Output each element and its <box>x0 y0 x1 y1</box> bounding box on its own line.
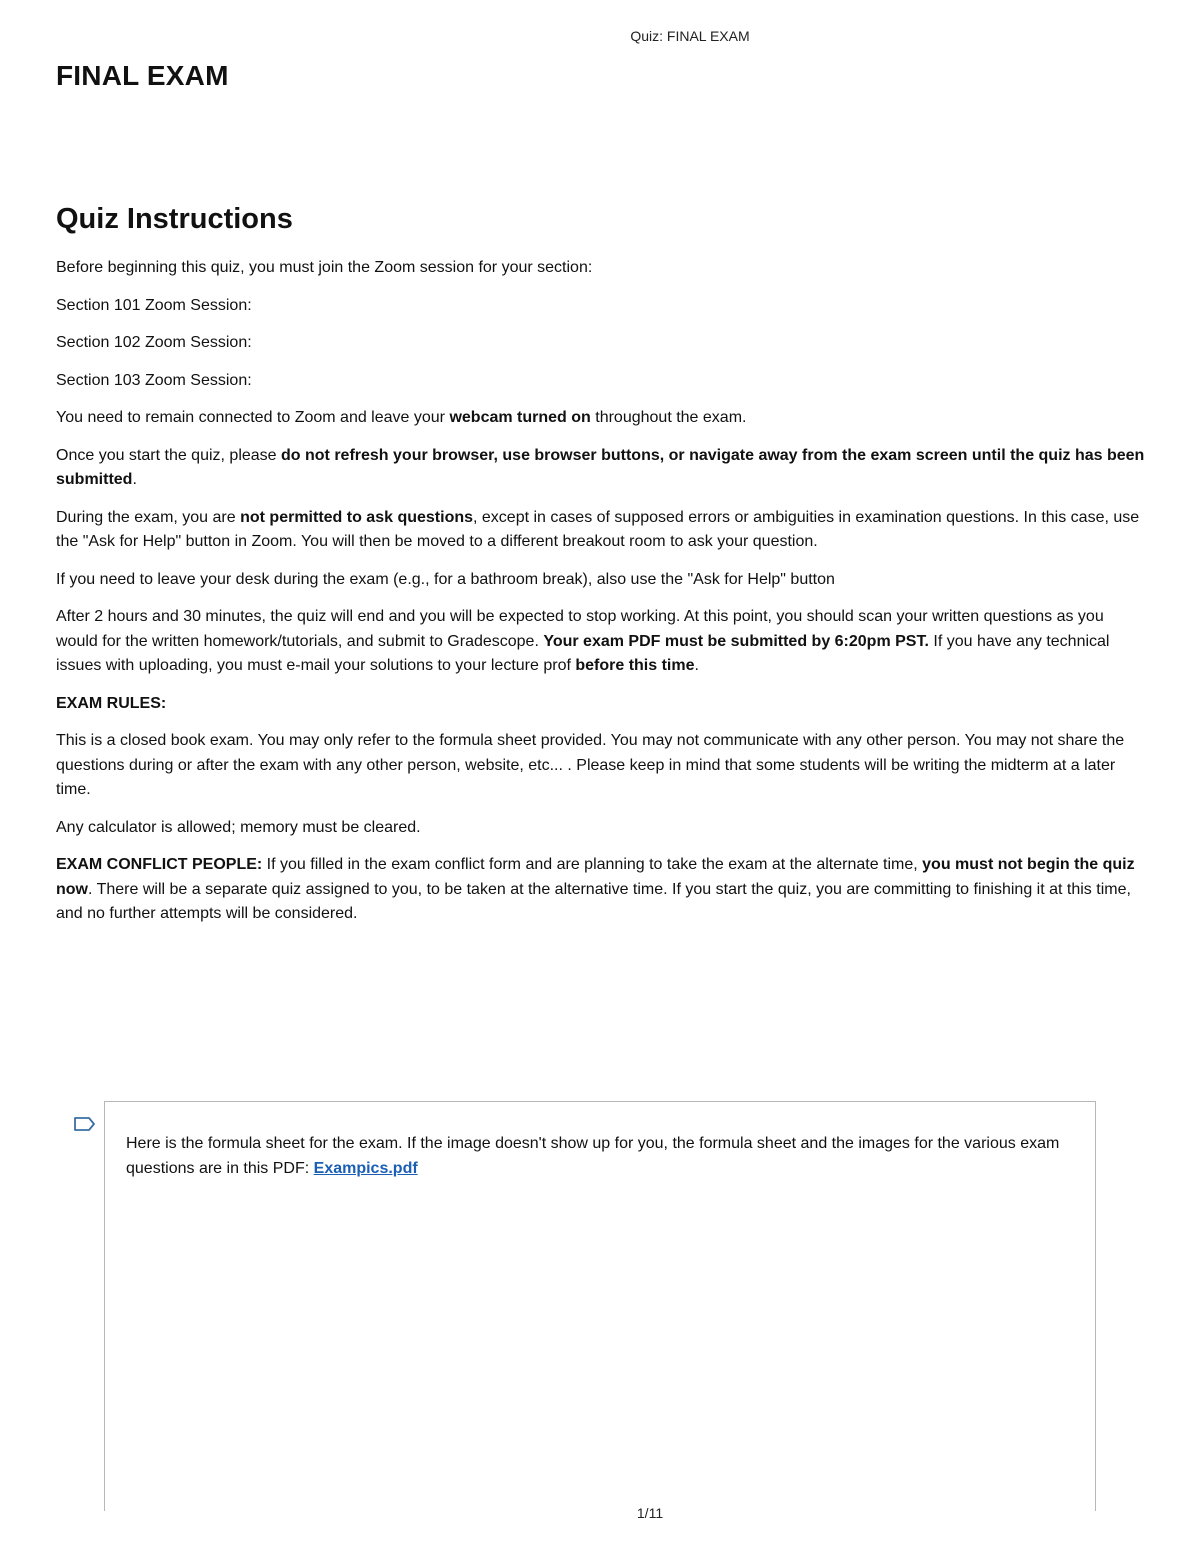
conflict-text-after: . There will be a separate quiz assigned to you, to be taken at the alternative time. If you start the quiz, you are committing to finishing it at this time, and no further attempts will be considered. <box>56 880 1131 922</box>
conflict-label: EXAM CONFLICT PEOPLE: <box>56 856 263 873</box>
section-101-zoom: Section 101 Zoom Session: <box>56 296 252 314</box>
webcam-instruction <box>56 406 1146 431</box>
webcam-text-before: You need to remain connected to Zoom and leave your <box>56 409 450 426</box>
webcam-text-bold: webcam turned on <box>449 409 591 426</box>
exam-rules-label: EXAM RULES: <box>56 694 167 712</box>
leave-desk-instruction: If you need to leave your desk during the exam (e.g., for a bathroom break), also use the "Ask for Help" button <box>56 570 835 588</box>
timing-instruction <box>56 605 1146 679</box>
refresh-text-before: Once you start the quiz, please <box>56 446 282 464</box>
timing-before-this-time: before this time <box>575 657 695 674</box>
page-number: 1/11 <box>636 1505 664 1521</box>
section-102-zoom: Section 102 Zoom Session: <box>56 334 252 351</box>
calculator-rule: Any calculator is allowed; memory must be cleared. <box>56 818 421 836</box>
instructions-body <box>56 256 1146 940</box>
webcam-text-after: throughout the exam. <box>590 409 747 426</box>
questions-text-bold: not permitted to ask questions <box>240 508 474 526</box>
instructions-heading: Quiz Instructions <box>56 203 293 235</box>
flag-outline-icon[interactable] <box>73 1116 97 1134</box>
timing-text-middle: If you have any technical issues with uploading, you must e-mail your solutions to your lecture prof <box>56 632 1110 674</box>
section-103-zoom: Section 103 Zoom Session: <box>56 371 252 389</box>
timing-text-before: After 2 hours and 30 minutes, the quiz will end and you will be expected to stop working. At this point, you should scan your written questions as you would for the written homework/tutorials, and submit to Gradescope. <box>56 608 1104 650</box>
question-box <box>104 1101 1096 1511</box>
page-running-header: Quiz: FINAL EXAM <box>630 28 750 44</box>
refresh-instruction <box>56 444 1146 493</box>
questions-instruction <box>56 506 1146 555</box>
refresh-text-bold: do not refresh your browser, use browser buttons, or navigate away from the exam screen until the quiz has been submitted <box>56 446 1145 488</box>
refresh-text-after: . <box>132 471 137 488</box>
exam-rules-heading <box>56 692 1146 717</box>
conflict-instruction <box>56 853 1146 927</box>
exam-rules-text: This is a closed book exam. You may only refer to the formula sheet provided. You may not communicate with any other person. You may not share the questions during or after the exam with any other person, website, etc... . Please keep in mind that some students will be writing the midterm at a later time. <box>56 732 1125 798</box>
conflict-warning: you must not begin the quiz now <box>56 856 1135 898</box>
timing-deadline: Your exam PDF must be submitted by 6:20pm PST. <box>543 632 929 650</box>
exampics-pdf-link[interactable]: Exampics.pdf <box>313 1159 418 1177</box>
timing-text-after: . <box>694 657 699 674</box>
zoom-intro: Before beginning this quiz, you must join the Zoom session for your section: <box>56 259 593 276</box>
formula-sheet-description: Here is the formula sheet for the exam. If the image doesn't show up for you, the formula sheet and the images for the various exam questions are in this PDF: <box>126 1135 1060 1177</box>
questions-text-after: , except in cases of supposed errors or ambiguities in examination questions. In this case, use the "Ask for Help" button in Zoom. You will then be moved to a different breakout room to ask your question. <box>56 508 1140 550</box>
formula-sheet-text <box>126 1132 1066 1181</box>
questions-text-before: During the exam, you are <box>56 508 241 526</box>
conflict-text-before: If you filled in the exam conflict form and are planning to take the exam at the alternate time, <box>262 856 923 873</box>
exam-title: FINAL EXAM <box>56 60 229 91</box>
